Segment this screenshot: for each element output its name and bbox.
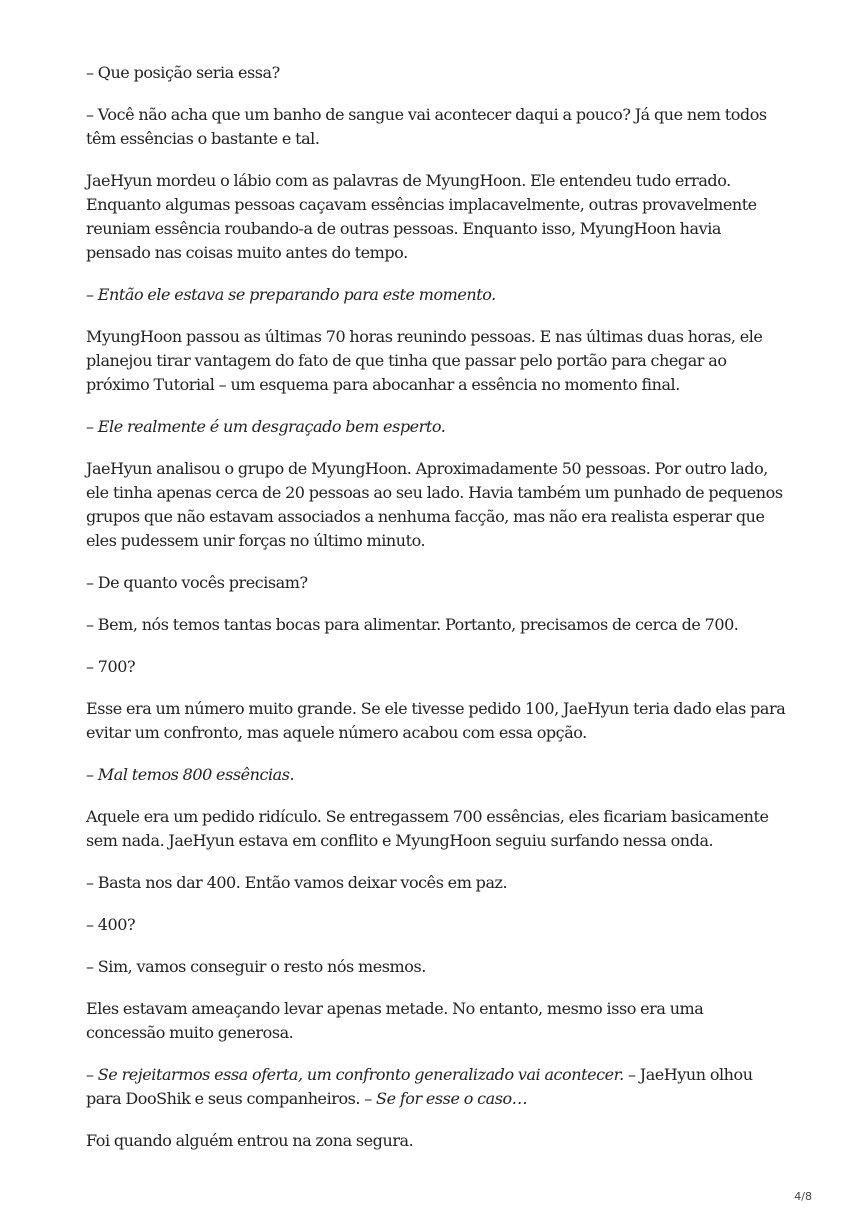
text-run: Esse era um número muito grande. Se ele tivesse pedido 100, JaeHyun teria dado elas para evitar um confronto, mas aquele número acabou com essa opção.	[86, 699, 786, 742]
paragraph	[86, 697, 786, 745]
paragraph	[86, 955, 786, 979]
paragraph	[86, 1063, 786, 1111]
text-run: – 400?	[86, 915, 136, 934]
paragraph	[86, 1129, 786, 1153]
text-run: – JaeHyun olhou para DooShik e seus companheiros.	[86, 1065, 753, 1108]
paragraph	[86, 763, 786, 787]
text-run: – Basta nos dar 400. Então vamos deixar vocês em paz.	[86, 873, 508, 892]
italic-text-run: – Se for esse o caso…	[364, 1089, 528, 1108]
italic-text-run: Se rejeitarmos essa oferta, um confronto generalizado vai acontecer.	[97, 1065, 624, 1084]
text-run: – Que posição seria essa?	[86, 63, 280, 82]
text-run: – 700?	[86, 657, 136, 676]
italic-text-run: Mal temos 800 essências	[97, 765, 290, 784]
document-body	[86, 61, 786, 1171]
paragraph	[86, 913, 786, 937]
italic-text-run: Ele realmente é um desgraçado bem esperto.	[97, 417, 446, 436]
italic-text-run: –	[86, 765, 98, 784]
paragraph	[86, 325, 786, 397]
text-run: – Bem, nós temos tantas bocas para alimentar. Portanto, precisamos de cerca de 700.	[86, 615, 739, 634]
paragraph	[86, 805, 786, 853]
paragraph	[86, 871, 786, 895]
paragraph	[86, 169, 786, 265]
text-run: JaeHyun analisou o grupo de MyungHoon. Aproximadamente 50 pessoas. Por outro lado, ele tinha apenas cerca de 20 pessoas ao seu lado. Havia também um punhado de pequenos grupos que não estavam associados a nenhuma facção, mas não era realista esperar que eles pudessem unir forças no último minuto.	[86, 459, 783, 550]
paragraph	[86, 571, 786, 595]
paragraph	[86, 613, 786, 637]
paragraph	[86, 415, 786, 439]
text-run: – Você não acha que um banho de sangue vai acontecer daqui a pouco? Já que nem todos têm essências o bastante e tal.	[86, 105, 767, 148]
paragraph	[86, 997, 786, 1045]
italic-text-run: –	[86, 1065, 98, 1084]
text-run: MyungHoon passou as últimas 70 horas reunindo pessoas. E nas últimas duas horas, ele planejou tirar vantagem do fato de que tinha que passar pelo portão para chegar ao próximo Tutorial – um esquema para abocanhar a essência no momento final.	[86, 327, 763, 394]
text-run: JaeHyun mordeu o lábio com as palavras de MyungHoon. Ele entendeu tudo errado. Enquanto algumas pessoas caçavam essências implacavelmente, outras provavelmente reuniam essência roubando-a de outras pessoas. Enquanto isso, MyungHoon havia pensado nas coisas muito antes do tempo.	[86, 171, 757, 262]
paragraph	[86, 61, 786, 85]
page-number: 4/8	[794, 1190, 812, 1203]
paragraph	[86, 103, 786, 151]
text-run: – Sim, vamos conseguir o resto nós mesmos.	[86, 957, 426, 976]
text-run: Foi quando alguém entrou na zona segura.	[86, 1131, 414, 1150]
paragraph	[86, 457, 786, 553]
paragraph	[86, 655, 786, 679]
italic-text-run: Então ele estava se preparando para este momento.	[97, 285, 496, 304]
italic-text-run: –	[86, 285, 98, 304]
text-run: Eles estavam ameaçando levar apenas metade. No entanto, mesmo isso era uma concessão muito generosa.	[86, 999, 704, 1042]
text-run: Aquele era um pedido ridículo. Se entregassem 700 essências, eles ficariam basicamente sem nada. JaeHyun estava em conflito e MyungHoon seguiu surfando nessa onda.	[86, 807, 769, 850]
paragraph	[86, 283, 786, 307]
text-run: – De quanto vocês precisam?	[86, 573, 308, 592]
text-run: .	[289, 765, 295, 784]
italic-text-run: –	[86, 417, 98, 436]
